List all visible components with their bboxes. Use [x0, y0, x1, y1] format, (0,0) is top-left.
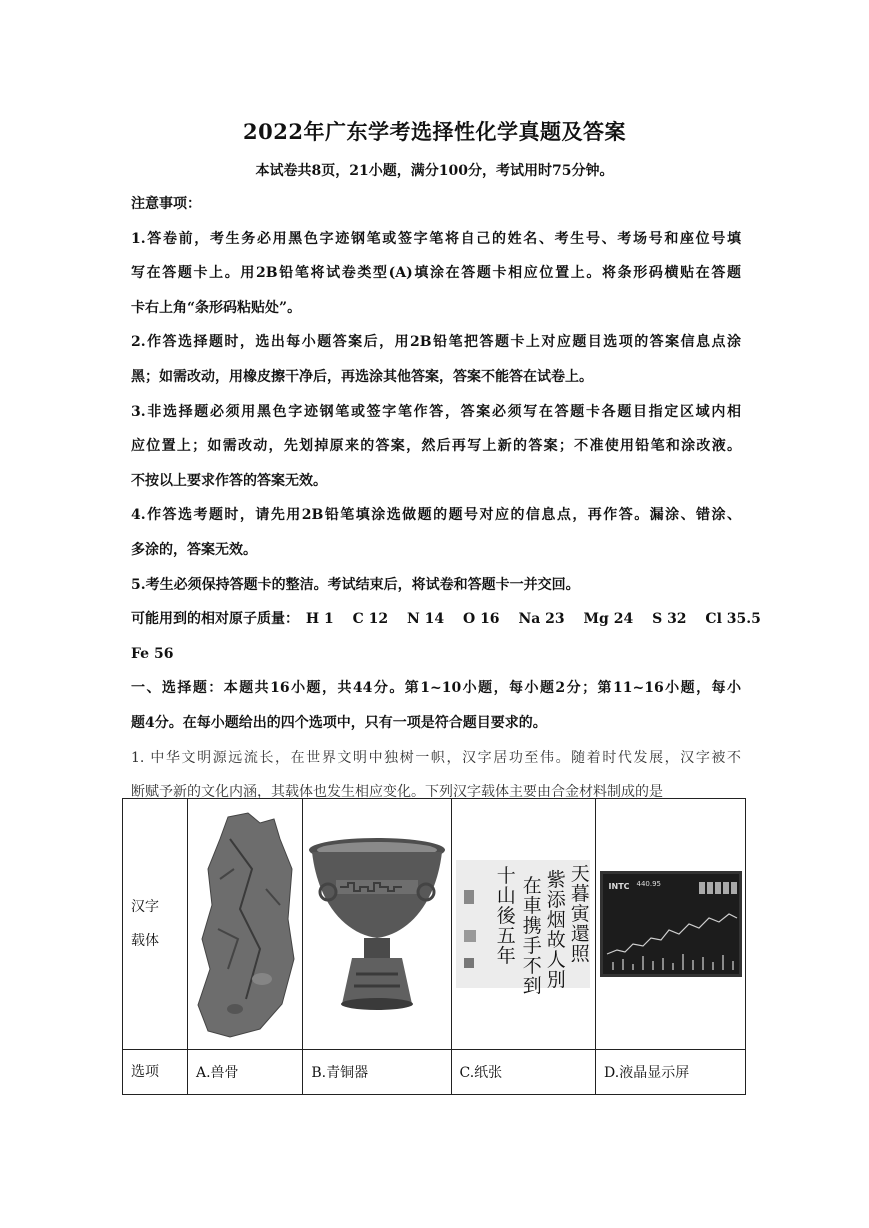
note-line: 4.作答选考题时，请先用2B铅笔填涂选做题的题号对应的信息点，再作答。漏涂、错涂、 — [131, 507, 741, 524]
option-c: C.纸张 — [451, 1050, 596, 1095]
calligraphy-column: 天暮寅還照 — [570, 863, 590, 965]
atomic-mass: C 12 — [352, 611, 389, 628]
note-line: 应位置上；如需改动，先划掉原来的答案，然后再写上新的答案；不准使用铅笔和涂改液。 — [131, 438, 741, 455]
notice-heading: 注意事项： — [131, 196, 201, 212]
option-a: A.兽骨 — [188, 1050, 303, 1095]
bronze-image-cell — [303, 799, 451, 1050]
note-line: 不按以上要求作答的答案无效。 — [131, 472, 327, 489]
question-text: 断赋予新的文化内涵，其载体也发生相应变化。下列汉字载体主要由合金材料制成的是 — [131, 784, 663, 801]
note-line: 黑；如需改动，用橡皮擦干净后，再选涂其他答案，答案不能答在试卷上。 — [131, 368, 593, 385]
page-title: 2022年广东学考选择性化学真题及答案 — [243, 119, 626, 144]
stock-ticker: INTC — [608, 882, 630, 891]
section-heading: 一、选择题：本题共16小题，共44分。第1~10小题，每小题2分；第11~16小题，每小 — [131, 680, 741, 697]
row-label-text: 汉字载体 — [131, 899, 159, 949]
options-table — [122, 798, 746, 1095]
option-d: D.液晶显示屏 — [596, 1050, 746, 1095]
calligraphy-column: 十山後五年 — [496, 865, 516, 967]
atomic-mass: Na 23 — [518, 611, 565, 628]
calligraphy-column: 在車携手不到 — [522, 875, 542, 997]
option-row — [123, 1050, 746, 1095]
bone-image-cell — [188, 799, 303, 1050]
atomic-masses-line2: Fe 56 — [131, 645, 174, 662]
seal-stamp — [464, 930, 476, 942]
note-line: 写在答题卡上。用2B铅笔将试卷类型(A)填涂在答题卡相应位置上。将条形码横贴在答题 — [131, 265, 741, 282]
image-row — [123, 799, 746, 1050]
atomic-masses-label: 可能用到的相对原子质量： — [131, 611, 299, 628]
stock-price: 440.95 — [636, 880, 662, 888]
calligraphy-column: 紫添烟故人別 — [546, 869, 566, 991]
lcd-screen-image — [600, 871, 742, 977]
lcd-image-cell — [596, 799, 746, 1050]
note-line: 2.作答选择题时，选出每小题答案后，用2B铅笔把答题卡上对应题目选项的答案信息点涂 — [131, 334, 741, 351]
atomic-mass: S 32 — [652, 611, 687, 628]
oracle-bone-image — [190, 809, 300, 1039]
calligraphy-paper-image — [456, 860, 590, 997]
section-heading: 题4分。在每小题给出的四个选项中，只有一项是符合题目要求的。 — [131, 714, 547, 731]
note-line: 多涂的，答案无效。 — [131, 541, 257, 558]
stock-chart — [603, 904, 739, 974]
exam-subtitle: 本试卷共8页，21小题，满分100分，考试用时75分钟。 — [255, 163, 614, 179]
atomic-mass: N 14 — [406, 611, 445, 628]
option-b: B.青铜器 — [303, 1050, 451, 1095]
quote-tiles — [699, 882, 737, 894]
bronze-vessel-image — [306, 834, 448, 1014]
atomic-mass: O 16 — [463, 611, 500, 628]
seal-stamp — [464, 890, 474, 904]
seal-stamp — [464, 958, 474, 968]
exam-body — [131, 187, 761, 810]
row-label-option: 选项 — [123, 1050, 188, 1095]
atomic-mass: Mg 24 — [583, 611, 634, 628]
note-line: 卡右上角“条形码粘贴处”。 — [131, 299, 302, 316]
note-line: 1.答卷前，考生务必用黑色字迹钢笔或签字笔将自己的姓名、考生号、考场号和座位号填 — [131, 230, 741, 247]
row-label-carrier — [123, 799, 188, 1050]
note-line: 3.非选择题必须用黑色字迹钢笔或签字笔作答，答案必须写在答题卡各题目指定区域内相 — [131, 403, 741, 420]
atomic-masses — [131, 602, 761, 637]
question-text: 1. 中华文明源远流长，在世界文明中独树一帜，汉字居功至伟。随着时代发展，汉字被不 — [131, 749, 741, 766]
note-line: 5.考生必须保持答题卡的整洁。考试结束后，将试卷和答题卡一并交回。 — [131, 576, 580, 593]
paper-image-cell — [451, 799, 596, 1050]
atomic-mass: H 1 — [305, 611, 334, 628]
atomic-mass: Cl 35.5 — [705, 611, 761, 628]
